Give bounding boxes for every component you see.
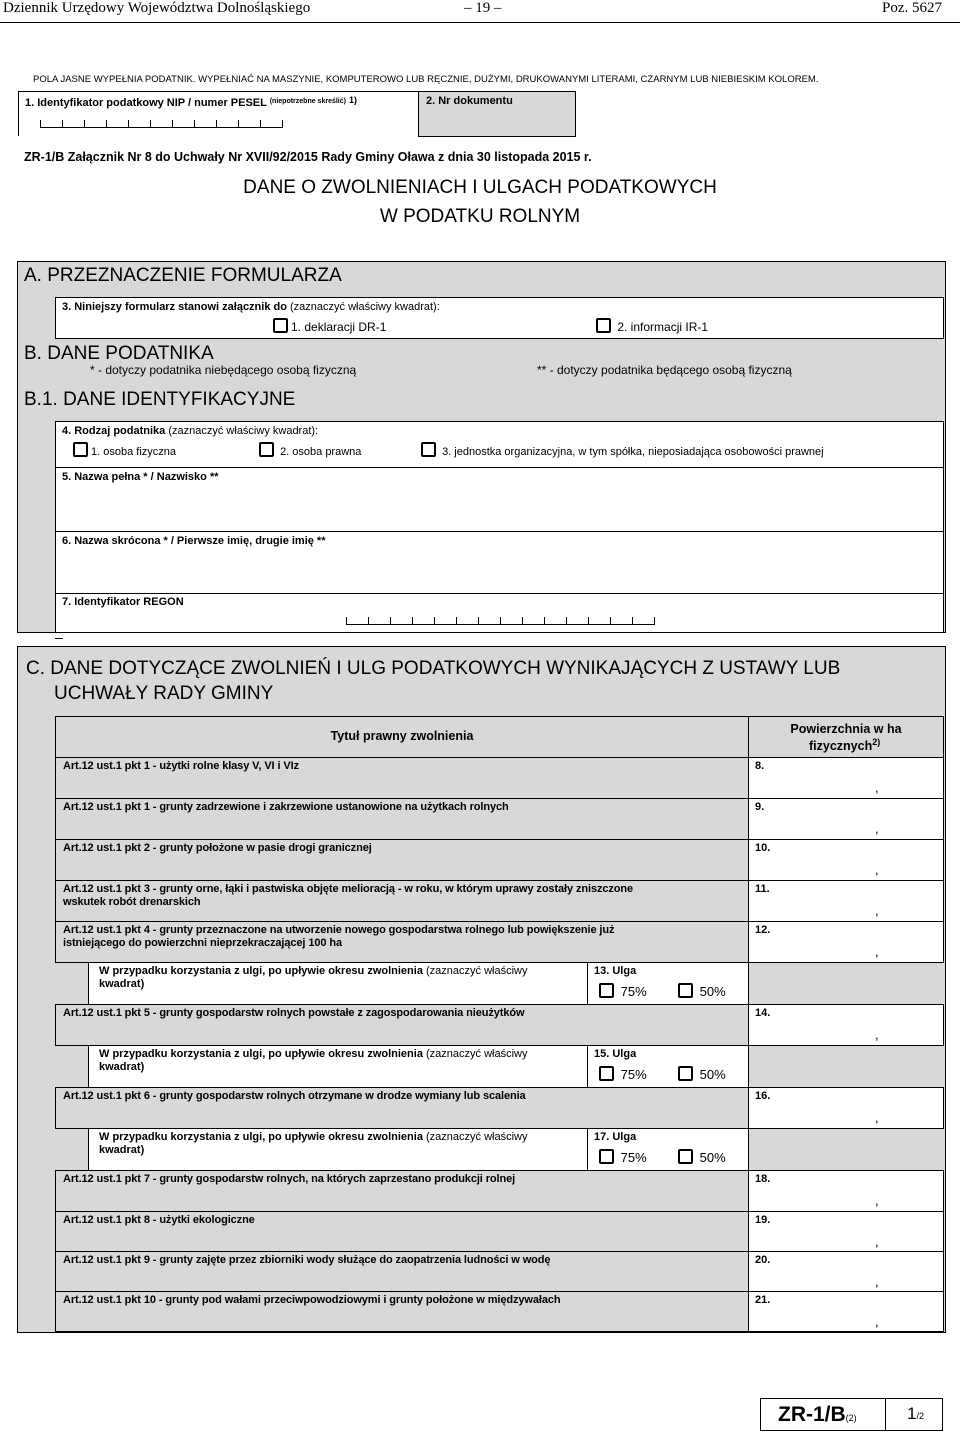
relief-question-main: W przypadku korzystania z ulgi, po upływie okresu zwolnienia bbox=[99, 965, 427, 977]
journal-title: Dziennik Urzędowy Województwa Dolnośląskiego bbox=[3, 0, 311, 16]
regon-label: 7. Identyfikator REGON bbox=[62, 596, 184, 608]
relief-choice-field bbox=[587, 962, 749, 1005]
short-name-field[interactable] bbox=[55, 531, 944, 594]
nip-pesel-note: (niepotrzebne skreślić) bbox=[269, 98, 346, 105]
area-input[interactable] bbox=[748, 1211, 944, 1252]
option-organizational-unit-label: 3. jednostka organizacyjna, w tym spółka, nieposiadająca osobowości prawnej bbox=[442, 446, 824, 458]
exemption-title: Art.12 ust.1 pkt 1 - użytki rolne klasy V, VI i VIz bbox=[63, 760, 299, 772]
table-row bbox=[55, 921, 749, 963]
relief-choice-field bbox=[587, 1045, 749, 1088]
option-legal-person-label: 2. osoba prawna bbox=[280, 446, 362, 458]
footer-page-total: /2 bbox=[916, 1411, 924, 1421]
exemption-title: Art.12 ust.1 pkt 8 - użytki ekologiczne bbox=[63, 1214, 255, 1226]
area-input[interactable] bbox=[748, 839, 944, 881]
relief-question bbox=[88, 1045, 588, 1088]
form-title-line2: W PODATKU ROLNYM bbox=[379, 206, 581, 227]
taxpayer-type-field bbox=[55, 421, 944, 468]
checkbox-icon[interactable] bbox=[259, 442, 274, 457]
document-number-field bbox=[418, 91, 576, 137]
exemption-title-continued: istniejącego do powierzchni nieprzekraczającej 100 ha bbox=[63, 937, 342, 949]
exemption-title: Art.12 ust.1 pkt 4 - grunty przeznaczone na utworzenie nowego gospodarstwa rolnego lub powiększenie już bbox=[63, 924, 615, 936]
nip-digit-boxes bbox=[40, 120, 283, 128]
relief-option-50[interactable] bbox=[678, 1149, 726, 1165]
relief-option-50[interactable] bbox=[678, 983, 726, 999]
checkbox-icon[interactable] bbox=[73, 442, 88, 457]
relief-question-text bbox=[99, 1048, 527, 1060]
full-name-label: 5. Nazwa pełna * / Nazwisko ** bbox=[62, 471, 219, 483]
table-row bbox=[55, 1004, 749, 1046]
checkbox-icon[interactable] bbox=[599, 1149, 614, 1164]
exemption-title: Art.12 ust.1 pkt 5 - grunty gospodarstw rolnych powstałe z zagospodarowania nieużytków bbox=[63, 1007, 525, 1019]
decimal-comma: , bbox=[875, 1027, 879, 1042]
area-input[interactable] bbox=[748, 880, 944, 922]
relief-option-50-label: 50% bbox=[699, 1067, 726, 1082]
table-header-area bbox=[748, 716, 944, 758]
section-b-title: B. DANE PODATNIKA bbox=[24, 343, 214, 364]
section-b1-title: B.1. DANE IDENTYFIKACYJNE bbox=[24, 389, 296, 410]
exemption-title-continued: wskutek robót drenarskich bbox=[63, 896, 201, 908]
decimal-comma: , bbox=[875, 821, 879, 836]
field-number: 8. bbox=[755, 760, 765, 772]
option-ir1-label: 2. informacji IR-1 bbox=[617, 320, 709, 334]
relief-question-hint: (zaznaczyć właściwy bbox=[426, 1048, 528, 1060]
field-number: 12. bbox=[755, 924, 771, 936]
area-input[interactable] bbox=[748, 1251, 944, 1292]
regon-digit-boxes bbox=[346, 617, 655, 625]
relief-option-75[interactable] bbox=[599, 1066, 647, 1082]
footer-code-cell bbox=[761, 1399, 886, 1430]
relief-option-50-label: 50% bbox=[699, 984, 726, 999]
area-input[interactable] bbox=[748, 1004, 944, 1046]
option-dr1-label: 1. deklaracji DR-1 bbox=[291, 320, 387, 334]
relief-question-hint: (zaznaczyć właściwy bbox=[426, 1131, 528, 1143]
table-row bbox=[55, 1251, 749, 1292]
nip-pesel-field[interactable] bbox=[18, 91, 419, 136]
column-area-ref: 2) bbox=[872, 737, 881, 747]
relief-question-main: W przypadku korzystania z ulgi, po upływie okresu zwolnienia bbox=[99, 1131, 427, 1143]
field-number: 16. bbox=[755, 1090, 771, 1102]
option-natural-person[interactable] bbox=[73, 442, 176, 458]
relief-question bbox=[88, 1128, 588, 1171]
purpose-label: 3. Niniejszy formularz stanowi załącznik do bbox=[62, 301, 287, 313]
fill-instruction: POLA JASNE WYPEŁNIA PODATNIK. WYPEŁNIAĆ NA MASZYNIE, KOMPUTEROWO LUB RĘCZNIE, DUŻYMI, DRUKOWANYMI LITERAMI, CZARNYM LUB NIEBIESKIM KOLOREM. bbox=[33, 74, 819, 85]
position-number: Poz. 5627 bbox=[882, 0, 942, 16]
relief-label: 15. Ulga bbox=[594, 1048, 637, 1060]
option-natural-person-label: 1. osoba fizyczna bbox=[91, 446, 176, 458]
decimal-comma: , bbox=[875, 1193, 879, 1208]
header-rule bbox=[0, 22, 960, 23]
option-legal-person[interactable] bbox=[259, 442, 361, 458]
decimal-comma: , bbox=[875, 903, 879, 918]
option-organizational-unit[interactable] bbox=[421, 442, 824, 458]
relief-question-main: W przypadku korzystania z ulgi, po upływie okresu zwolnienia bbox=[99, 1048, 427, 1060]
relief-option-75[interactable] bbox=[599, 983, 647, 999]
footer-form-code: ZR-1/B bbox=[778, 1403, 846, 1426]
footer-page-number: 1 bbox=[907, 1404, 917, 1423]
relief-option-50-label: 50% bbox=[699, 1150, 726, 1165]
form-title-line1: DANE O ZWOLNIENIACH I ULGACH PODATKOWYCH bbox=[243, 177, 717, 198]
table-row bbox=[55, 880, 749, 922]
field-number: 14. bbox=[755, 1007, 771, 1019]
form-reference: ZR-1/B Załącznik Nr 8 do Uchwały Nr XVII/92/2015 Rady Gminy Oława z dnia 30 listopada 2015 r. bbox=[24, 150, 592, 164]
area-input[interactable] bbox=[748, 1087, 944, 1129]
section-c-title-line1: C. DANE DOTYCZĄCE ZWOLNIEŃ I ULG PODATKOWYCH WYNIKAJĄCYCH Z USTAWY LUB bbox=[26, 658, 841, 679]
document-number-label: 2. Nr dokumentu bbox=[426, 95, 513, 107]
purpose-hint: (zaznaczyć właściwy kwadrat): bbox=[290, 301, 440, 313]
exemption-title: Art.12 ust.1 pkt 9 - grunty zajęte przez zbiorniki wody służące do zaopatrzenia ludności w wodę bbox=[63, 1254, 551, 1266]
short-name-label: 6. Nazwa skrócona * / Pierwsze imię, drugie imię ** bbox=[62, 535, 326, 547]
section-separator-mark bbox=[55, 638, 63, 639]
area-input[interactable] bbox=[748, 757, 944, 799]
relief-question-kwadrat: kwadrat) bbox=[99, 1144, 145, 1156]
table-row bbox=[55, 757, 749, 799]
relief-question-kwadrat: kwadrat) bbox=[99, 978, 145, 990]
table-row bbox=[55, 1087, 749, 1129]
relief-option-50[interactable] bbox=[678, 1066, 726, 1082]
table-header-title bbox=[55, 716, 749, 758]
field-number: 11. bbox=[755, 883, 770, 895]
option-ir1[interactable] bbox=[596, 318, 708, 334]
nip-pesel-label: 1. Identyfikator podatkowy NIP / numer PESEL bbox=[25, 97, 267, 109]
checkbox-icon[interactable] bbox=[678, 1149, 693, 1164]
column-legal-title: Tytuł prawny zwolnienia bbox=[330, 729, 474, 743]
note-legal-entity: * - dotyczy podatnika niebędącego osobą fizyczną bbox=[90, 363, 357, 377]
area-input[interactable] bbox=[748, 798, 944, 840]
relief-label: 13. Ulga bbox=[594, 965, 637, 977]
decimal-comma: , bbox=[875, 1274, 879, 1289]
table-row bbox=[55, 839, 749, 881]
regon-field[interactable] bbox=[55, 593, 944, 633]
relief-question-text bbox=[99, 965, 527, 977]
section-c-title-line2: UCHWAŁY RADY GMINY bbox=[54, 683, 274, 704]
area-input[interactable] bbox=[748, 1291, 944, 1332]
relief-question-hint: (zaznaczyć właściwy bbox=[426, 965, 528, 977]
decimal-comma: , bbox=[875, 1110, 879, 1125]
relief-choice-field bbox=[587, 1128, 749, 1171]
checkbox-icon[interactable] bbox=[421, 442, 436, 457]
area-input[interactable] bbox=[748, 1170, 944, 1212]
table-row bbox=[55, 1291, 749, 1332]
area-input[interactable] bbox=[748, 921, 944, 963]
checkbox-icon[interactable] bbox=[596, 318, 611, 333]
table-row bbox=[55, 1211, 749, 1252]
footer-code-box bbox=[760, 1398, 943, 1431]
decimal-comma: , bbox=[875, 862, 879, 877]
exemption-title: Art.12 ust.1 pkt 7 - grunty gospodarstw rolnych, na których zaprzestano produkcji rolnej bbox=[63, 1173, 516, 1185]
option-dr1[interactable] bbox=[273, 318, 386, 334]
decimal-comma: , bbox=[875, 944, 879, 959]
table-row bbox=[55, 1170, 749, 1212]
checkbox-icon[interactable] bbox=[599, 983, 614, 998]
taxpayer-type-label: 4. Rodzaj podatnika bbox=[62, 425, 166, 437]
relief-question bbox=[88, 962, 588, 1005]
checkbox-icon[interactable] bbox=[678, 1066, 693, 1081]
exemption-title: Art.12 ust.1 pkt 1 - grunty zadrzewione i zakrzewione ustanowione na użytkach rolnych bbox=[63, 801, 509, 813]
table-row bbox=[55, 798, 749, 840]
exemption-title: Art.12 ust.1 pkt 6 - grunty gospodarstw rolnych otrzymane w drodze wymiany lub scalenia bbox=[63, 1090, 526, 1102]
exemption-title: Art.12 ust.1 pkt 3 - grunty orne, łąki i pastwiska objęte melioracją - w roku, w którym uprawy zostały zniszczone bbox=[63, 883, 634, 895]
decimal-comma: , bbox=[875, 1234, 879, 1249]
column-area-line1: Powierzchnia w ha bbox=[790, 722, 902, 736]
relief-question-text bbox=[99, 1131, 527, 1143]
relief-question-kwadrat: kwadrat) bbox=[99, 1061, 145, 1073]
field-number: 19. bbox=[755, 1214, 771, 1226]
field-number: 10. bbox=[755, 842, 771, 854]
decimal-comma: , bbox=[875, 780, 879, 795]
note-natural-person: ** - dotyczy podatnika będącego osobą fizyczną bbox=[537, 363, 792, 377]
relief-option-75-label: 75% bbox=[620, 1067, 647, 1082]
decimal-comma: , bbox=[875, 1314, 879, 1329]
relief-label: 17. Ulga bbox=[594, 1131, 637, 1143]
page-number: – 19 – bbox=[464, 0, 502, 16]
taxpayer-type-hint: (zaznaczyć właściwy kwadrat): bbox=[168, 425, 319, 437]
field-number: 18. bbox=[755, 1173, 771, 1185]
footer-form-version: (2) bbox=[845, 1413, 857, 1423]
relief-option-75-label: 75% bbox=[620, 984, 647, 999]
field-number: 21. bbox=[755, 1294, 771, 1306]
exemption-title: Art.12 ust.1 pkt 2 - grunty położone w pasie drogi granicznej bbox=[63, 842, 372, 854]
section-a-title: A. PRZEZNACZENIE FORMULARZA bbox=[24, 265, 342, 286]
nip-pesel-ref: 1) bbox=[349, 95, 358, 105]
full-name-field[interactable] bbox=[55, 467, 944, 532]
relief-option-75[interactable] bbox=[599, 1149, 647, 1165]
field-number: 9. bbox=[755, 801, 765, 813]
exemption-title: Art.12 ust.1 pkt 10 - grunty pod wałami przeciwpowodziowymi i grunty położone w międzywałach bbox=[63, 1294, 561, 1306]
checkbox-icon[interactable] bbox=[599, 1066, 614, 1081]
checkbox-icon[interactable] bbox=[273, 318, 288, 333]
checkbox-icon[interactable] bbox=[678, 983, 693, 998]
purpose-field bbox=[55, 297, 944, 339]
field-number: 20. bbox=[755, 1254, 771, 1266]
relief-option-75-label: 75% bbox=[620, 1150, 647, 1165]
column-area-line2: fizycznych bbox=[809, 739, 873, 754]
